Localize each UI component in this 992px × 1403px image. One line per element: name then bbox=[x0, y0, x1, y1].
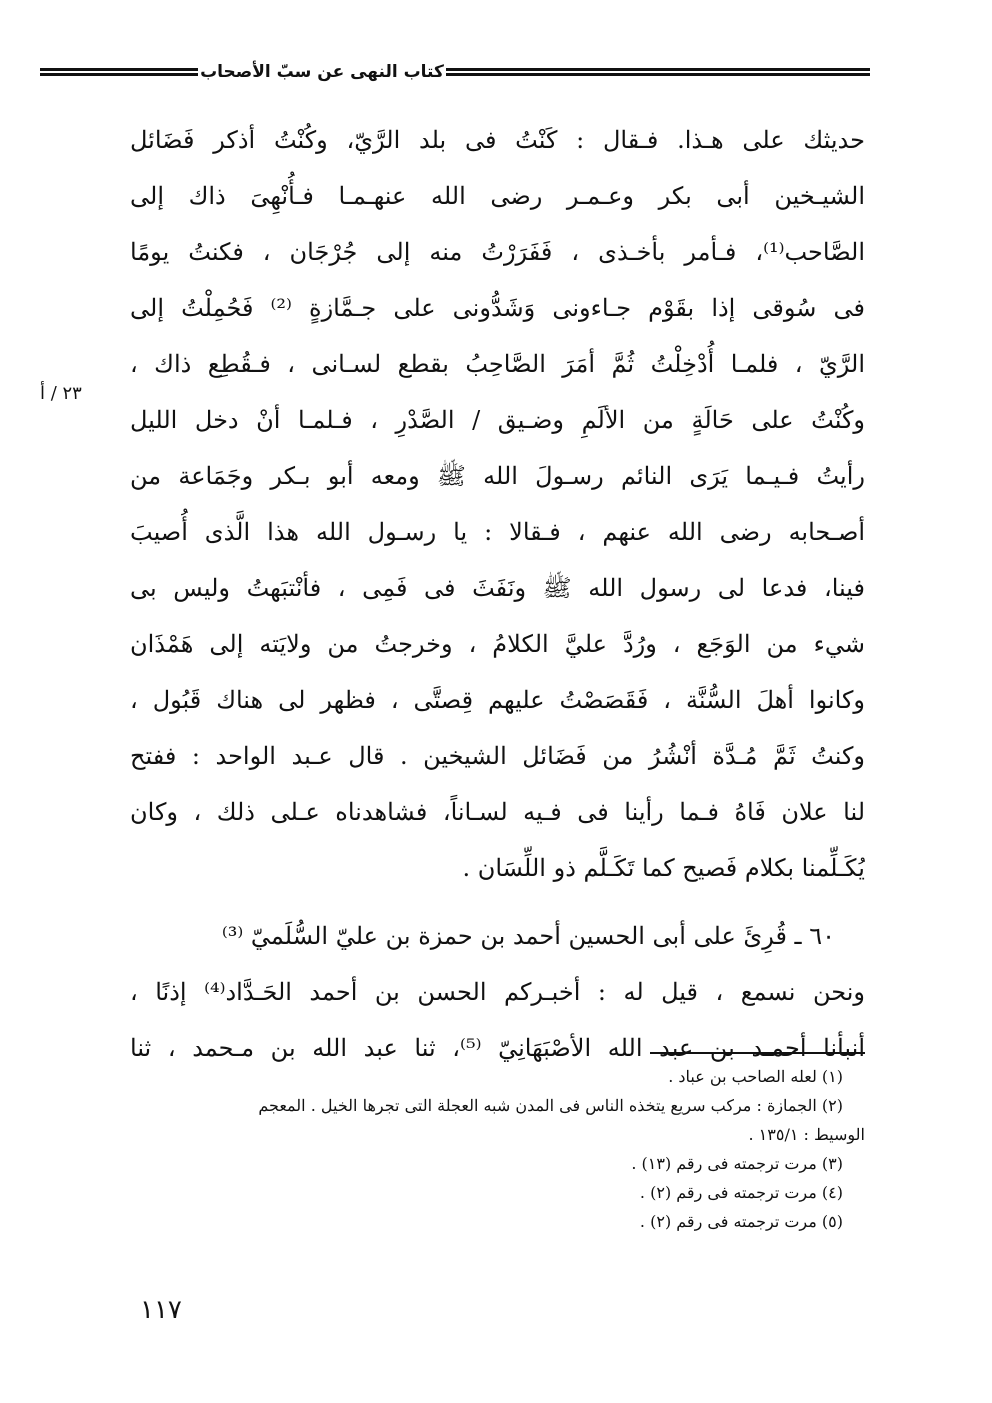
book-title: كتاب النهى عن سبّ الأصحاب bbox=[200, 62, 444, 82]
header-rule-right bbox=[446, 68, 870, 76]
folio-reference: ٢٣ / أ bbox=[40, 383, 82, 404]
paragraph-gap bbox=[130, 896, 865, 908]
text-line: حديثك على هـذا. فـقال : كَنْتُ فى بلد الرَّيّ، وكُنْتُ أذكر فَضَائل bbox=[130, 126, 865, 154]
footnote: (٣) مرت ترجمته فى رقم (١٣) . bbox=[631, 1154, 843, 1173]
text-line: يُكَـلِّمنا بكلام فَصيح كما تَكَـلَّم ذو اللِّسَان . bbox=[462, 854, 865, 882]
text-line: لنا علان فَاهُ فـما رأينا فى فـيه لسـاناً، فشاهدناه عـلى ذلك ، وكان bbox=[130, 798, 865, 826]
text-line: وكُنْتُ على حَالَةٍ من الألَمِ وضـيق / الصَّدْرِ ، فـلمـا أنْ دخل الليل bbox=[130, 406, 865, 434]
text-line: الرَّيّ ، فلمـا أُدْخِلْتُ ثُمَّ أمَرَ الصَّاحِبُ بقطع لسـانى ، فـقُطِع ذاك ، bbox=[130, 350, 865, 378]
text-line: وكنتُ ثَمَّ مُـدَّة أنْشُرُ من فَضَائل الشيخين . قال عـبد الواحد : ففتح bbox=[130, 742, 865, 770]
footnotes bbox=[130, 1062, 865, 1236]
text-line: الصَّاحب⁽¹⁾، فـأمر بأخـذى ، فَفَرَرْتُ منه إلى جُرْجَان ، فكنتُ يومًا bbox=[130, 238, 865, 266]
footnote-separator bbox=[650, 1052, 865, 1054]
footnote: (٥) مرت ترجمته فى رقم (٢) . bbox=[639, 1212, 843, 1231]
text-line: فى سُوقى إذا بقَوْم جـاءونى وَشَدُّونى على جـمَّازةٍ ⁽²⁾ فَحُمِلْتُ إلى bbox=[130, 294, 865, 322]
paragraph-2 bbox=[130, 908, 865, 1076]
paragraph-1 bbox=[130, 112, 865, 896]
page-number: ١١٧ bbox=[140, 1295, 182, 1325]
text-line: ٦٠ ـ قُرِئَ على أبى الحسين أحمد بن حمزة بن عليّ السُّلَميّ ⁽³⁾ bbox=[221, 922, 835, 950]
running-header bbox=[40, 62, 870, 86]
footnote: (٢) الجمازة : مركب سريع يتخذه الناس فى المدن شبه العجلة التى تجرها الخيل . المعجم bbox=[258, 1096, 843, 1115]
text-line: الشيـخين أبى بكر وعـمـر رضى الله عنهـمـا فـأُنْهِىَ ذاك إلى bbox=[130, 182, 865, 210]
text-line: أصـحابه رضى الله عنهم ، فـقالا : يا رسـول الله هذا الَّذى أُصيبَ bbox=[130, 518, 865, 546]
text-line: رأيتُ فـيـما يَرَى النائم رسـولَ الله ﷺ ومعه أبو بـكر وجَمَاعة من bbox=[130, 462, 865, 490]
text-line: ونحن نسمع ، قيل له : أخبـركم الحسن بن أحمد الحَـدَّاد⁽⁴⁾ إذنًا ، bbox=[130, 978, 865, 1006]
text-line: وكانوا أهلَ السُّنَّة ، فَقَصَصْتُ عليهم قِصتَّى ، فظهر لى هناك قَبُول ، bbox=[130, 686, 865, 714]
footnote: (٤) مرت ترجمته فى رقم (٢) . bbox=[639, 1183, 843, 1202]
footnote: (١) لعله الصاحب بن عباد . bbox=[668, 1067, 843, 1086]
text-line: فينا، فدعا لى رسول الله ﷺ ونَفَثَ فى فَمِى ، فأنْتبَهتُ وليس بى bbox=[130, 574, 865, 602]
header-rule-left bbox=[40, 68, 198, 76]
footnote-continuation: الوسيط : ١٣٥/١ . bbox=[748, 1125, 865, 1144]
text-line: أنبأنا أحمـد بن عبد الله الأصْبَهَانِيّ ⁽⁵⁾، ثنا عبد الله بن مـحمد ، ثنا bbox=[130, 1034, 865, 1062]
text-line: شيء من الوَجَع ، ورُدَّ عليَّ الكلامُ ، وخرجتُ من ولايَته إلى هَمْذَان bbox=[130, 630, 865, 658]
main-text bbox=[130, 112, 865, 1076]
